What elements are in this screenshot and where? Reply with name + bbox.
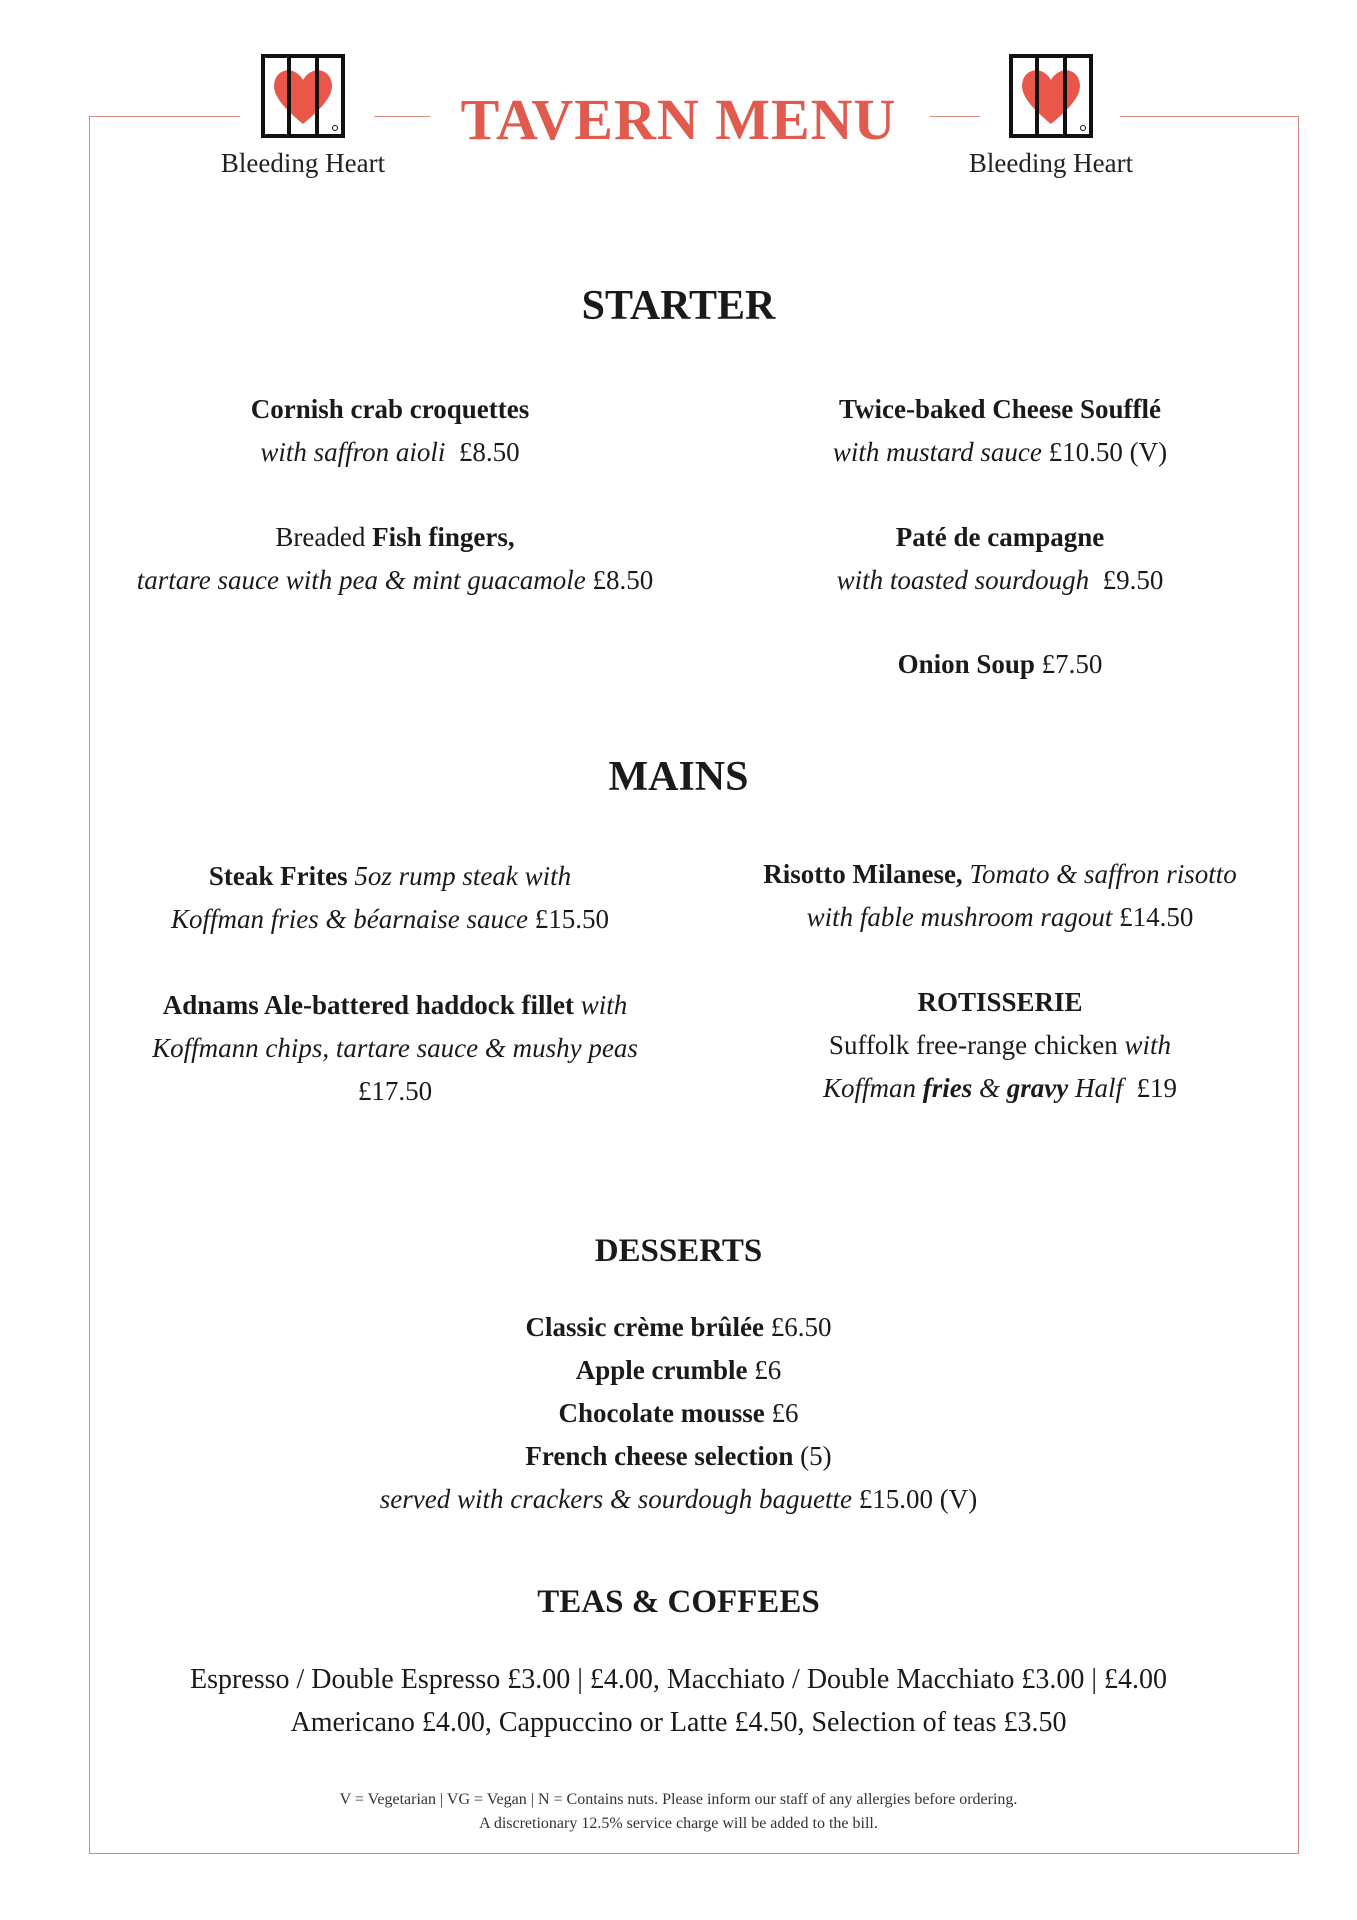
starter-item-crab: Cornish crab croquettes with saffron aioli £8.50 bbox=[250, 394, 530, 467]
mains-item-rotisserie: ROTISSERIE Suffolk free-range chicken with Koffman fries & gravy Half £19 bbox=[822, 987, 1178, 1103]
menu-title: TAVERN MENU bbox=[460, 87, 897, 152]
list-item: Apple crumble £6 bbox=[575, 1355, 782, 1385]
mains-item-steak: Steak Frites 5oz rump steak with Koffman fries & béarnaise sauce £15.50 bbox=[171, 861, 609, 934]
footer-service-charge: A discretionary 12.5% service charge will be added to the bill. bbox=[479, 1815, 878, 1832]
list-item: Classic crème brûlée £6.50 bbox=[525, 1312, 832, 1342]
drinks-line-1: Espresso / Double Espresso £3.00 | £4.00, Macchiato / Double Macchiato £3.00 | £4.00 bbox=[189, 1664, 1168, 1695]
drinks-heading: TEAS & COFFEES bbox=[537, 1584, 820, 1620]
mains-heading: MAINS bbox=[608, 754, 749, 800]
starter-heading: STARTER bbox=[581, 283, 776, 329]
starter-item-fish-fingers: Breaded Fish fingers, tartare sauce with pea & mint guacamole £8.50 bbox=[136, 522, 654, 595]
mains-item-risotto: Risotto Milanese, Tomato & saffron risotto with fable mushroom ragout £14.50 bbox=[763, 859, 1237, 932]
bleeding-heart-logo-icon bbox=[1009, 54, 1093, 138]
desserts-heading: DESSERTS bbox=[594, 1233, 763, 1269]
logo-left bbox=[208, 54, 398, 179]
starter-item-pate: Paté de campagne with toasted sourdough £9.50 bbox=[836, 522, 1164, 595]
bleeding-heart-logo-icon bbox=[261, 54, 345, 138]
list-item: Chocolate mousse £6 bbox=[558, 1398, 799, 1428]
mains-item-haddock: Adnams Ale-battered haddock fillet with Koffmann chips, tartare sauce & mushy peas £17.50 bbox=[152, 990, 638, 1106]
logo-right-text: Bleeding Heart bbox=[968, 148, 1134, 178]
drinks-line-2: Americano £4.00, Cappuccino or Latte £4.50, Selection of teas £3.50 bbox=[290, 1707, 1067, 1738]
logo-right bbox=[956, 54, 1146, 179]
starter-item-onion-soup: Onion Soup £7.50 bbox=[897, 649, 1103, 679]
desserts-list bbox=[0, 1306, 1357, 1521]
starter-item-souffle: Twice-baked Cheese Soufflé with mustard sauce £10.50 (V) bbox=[832, 394, 1168, 467]
footer-allergy-note: V = Vegetarian | VG = Vegan | N = Contains nuts. Please inform our staff of any allergies before ordering. bbox=[339, 1791, 1018, 1808]
list-item: served with crackers & sourdough baguette £15.00 (V) bbox=[379, 1484, 978, 1514]
list-item: French cheese selection (5) bbox=[525, 1441, 832, 1471]
logo-left-text: Bleeding Heart bbox=[220, 148, 386, 178]
